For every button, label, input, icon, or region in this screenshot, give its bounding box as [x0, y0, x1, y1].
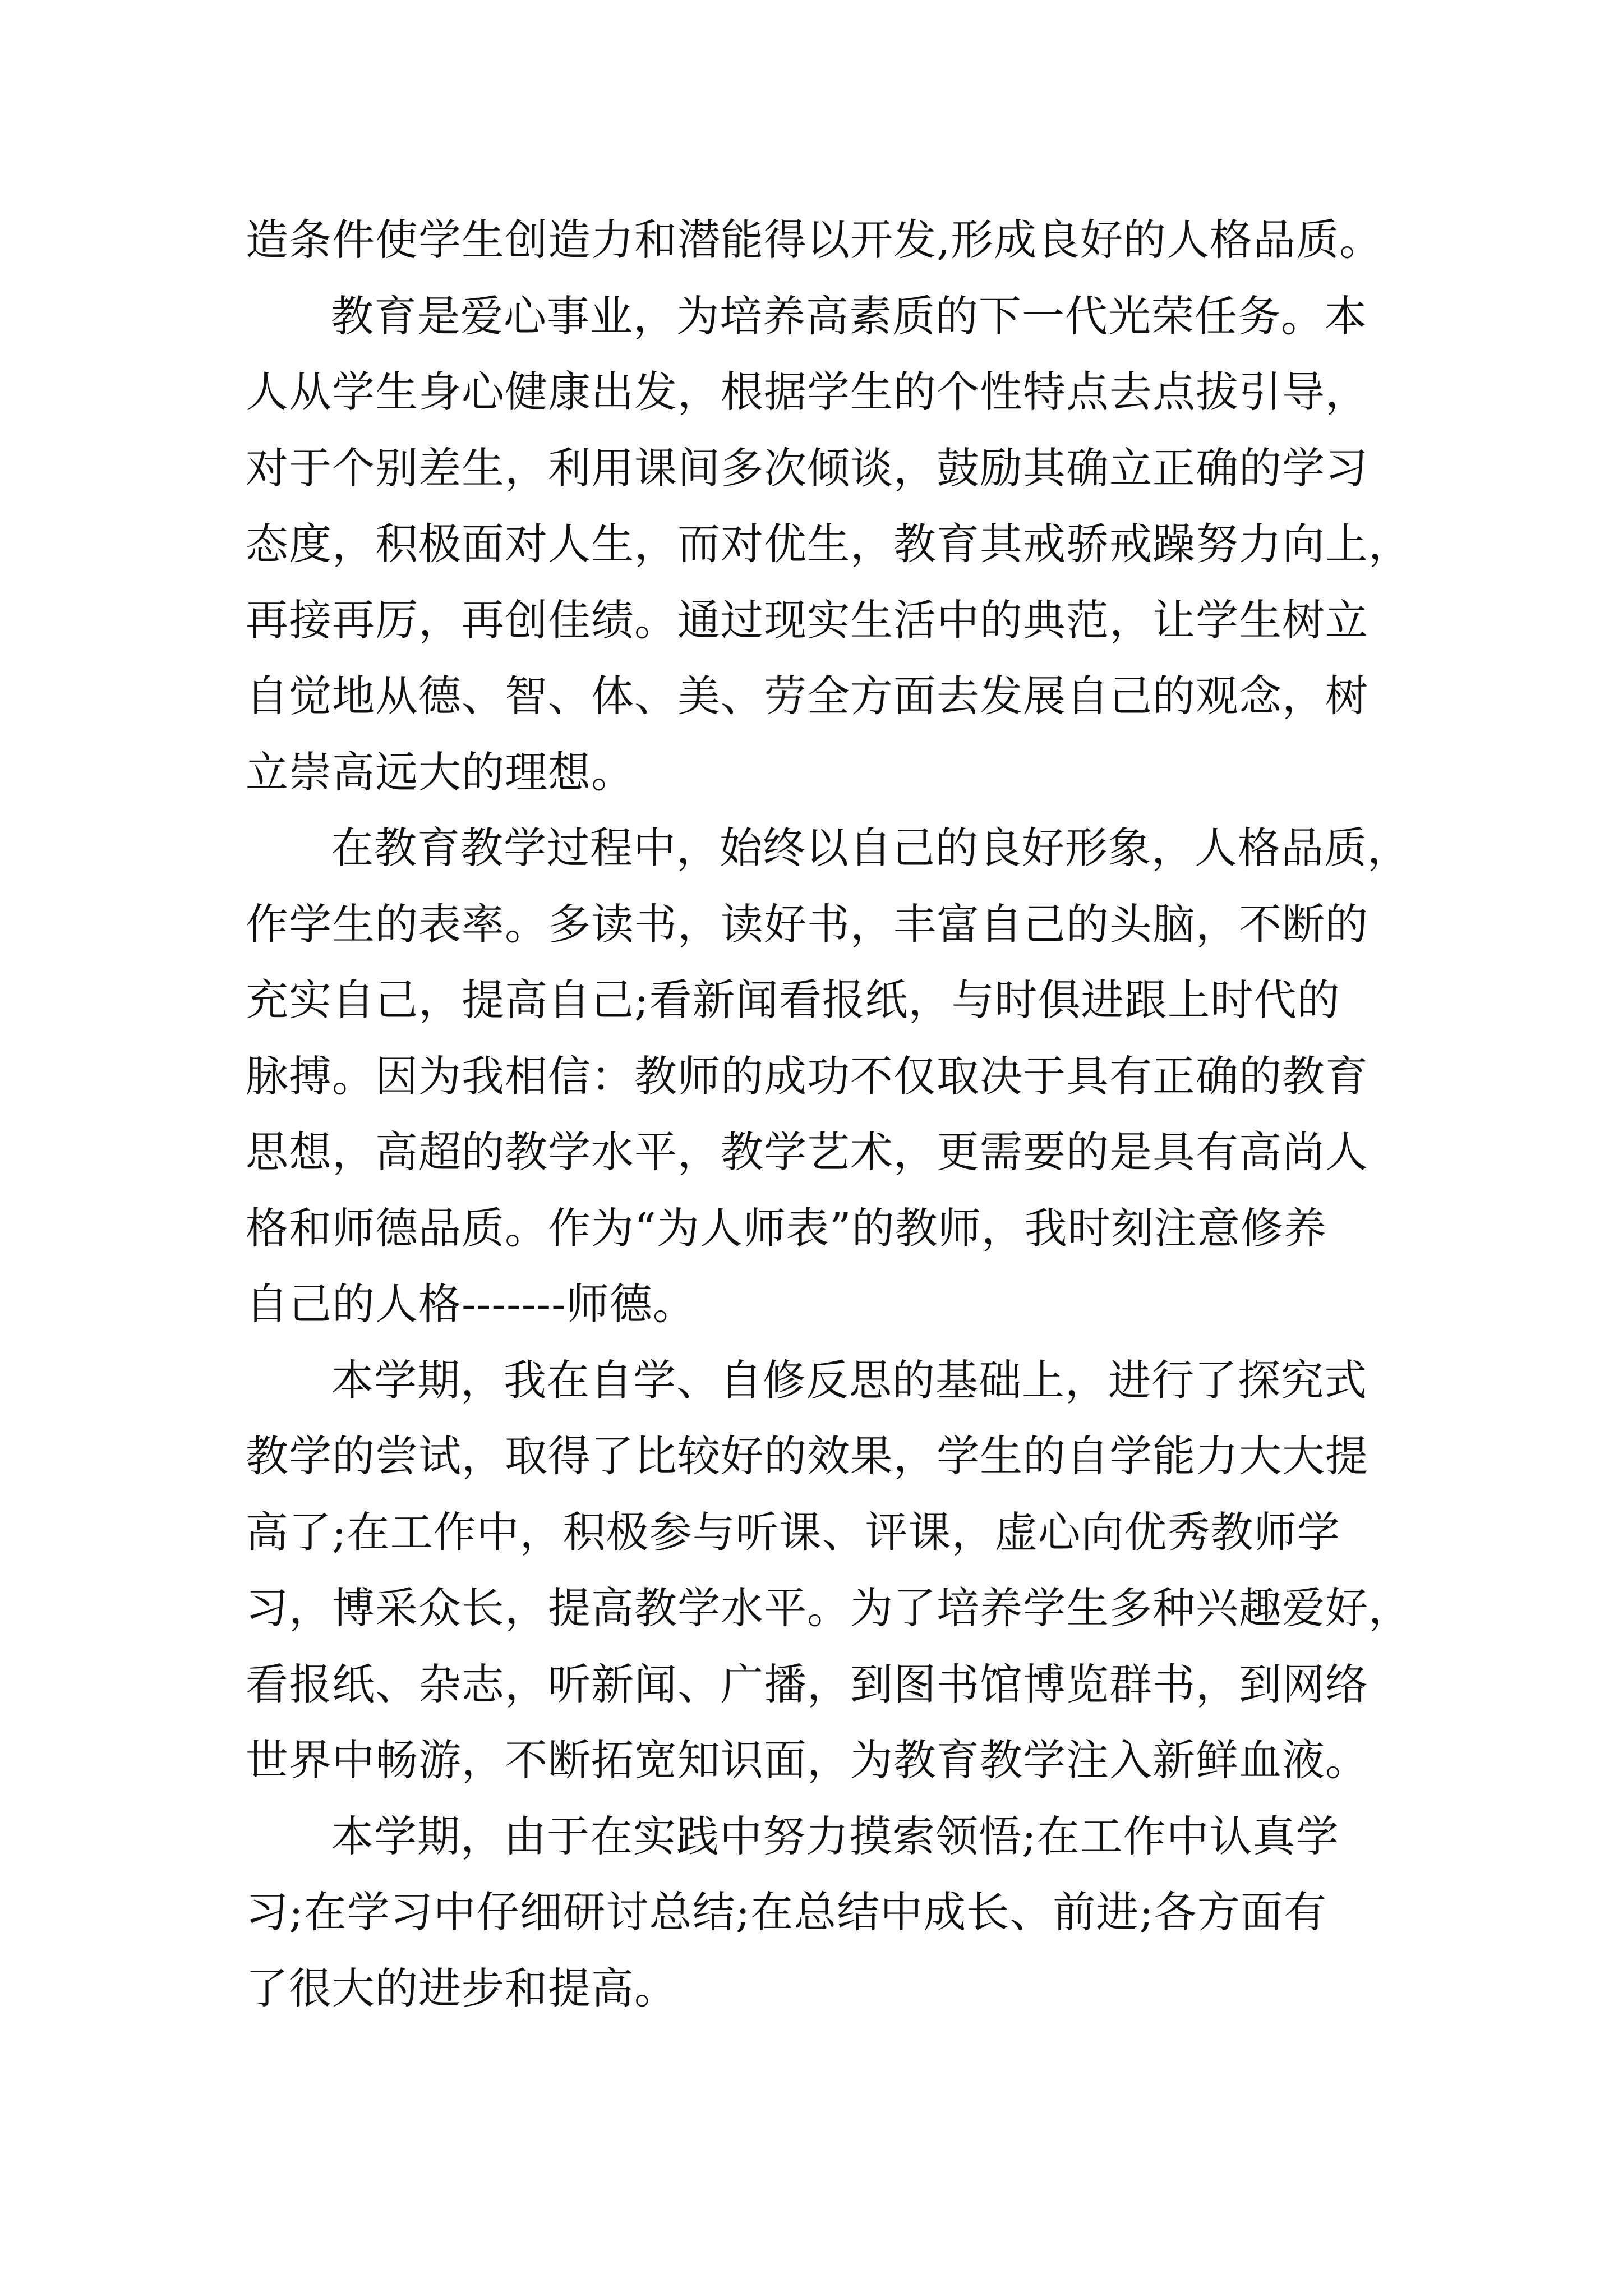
text-line: 立崇高远大的理想。 — [246, 747, 634, 797]
text-line: 教学的尝试，取得了比较好的效果，学生的自学能力大大提 — [246, 1431, 1368, 1481]
text-line: 本学期，我在自学、自修反思的基础上，进行了探究式 — [331, 1355, 1367, 1405]
text-line: 充实自己，提高自己;看新闻看报纸，与时俱进跟上时代的 — [246, 975, 1340, 1025]
text-line: 高了;在工作中，积极参与听课、评课，虚心向优秀教师学 — [246, 1507, 1340, 1557]
text-line: 格和师德品质。作为“为人师表”的教师，我时刻注意修养 — [246, 1203, 1327, 1253]
text-line: 思想，高超的教学水平，教学艺术，更需要的是具有高尚人 — [246, 1127, 1368, 1177]
text-line: 脉搏。因为我相信：教师的成功不仅取决于具有正确的教育 — [246, 1051, 1368, 1101]
text-line: 态度，积极面对人生，而对优生，教育其戒骄戒躁努力向上， — [246, 519, 1412, 569]
text-line: 了很大的进步和提高。 — [246, 1963, 677, 2013]
text-line: 自己的人格-------师德。 — [246, 1279, 696, 1329]
text-line: 本学期，由于在实践中努力摸索领悟;在工作中认真学 — [331, 1811, 1339, 1861]
text-line: 作学生的表率。多读书，读好书，丰富自己的头脑，不断的 — [246, 899, 1368, 949]
text-line: 习，博采众长，提高教学水平。为了培养学生多种兴趣爱好， — [246, 1583, 1412, 1633]
text-line: 世界中畅游，不断拓宽知识面，为教育教学注入新鲜血液。 — [246, 1735, 1368, 1785]
text-line: 教育是爱心事业，为培养高素质的下一代光荣任务。本 — [331, 291, 1367, 341]
text-line: 造条件使学生创造力和潜能得以开发,形成良好的人格品质。 — [246, 215, 1383, 265]
text-line: 再接再厉，再创佳绩。通过现实生活中的典范，让学生树立 — [246, 595, 1368, 645]
text-line: 自觉地从德、智、体、美、劳全方面去发展自己的观念，树 — [246, 671, 1368, 721]
text-line: 在教育教学过程中，始终以自己的良好形象，人格品质， — [331, 823, 1410, 873]
text-line: 对于个别差生，利用课间多次倾谈，鼓励其确立正确的学习 — [246, 443, 1368, 493]
text-line: 人从学生身心健康出发，根据学生的个性特点去点拔引导， — [246, 367, 1368, 417]
text-line: 看报纸、杂志，听新闻、广播，到图书馆博览群书，到网络 — [246, 1659, 1368, 1709]
text-line: 习;在学习中仔细研讨总结;在总结中成长、前进;各方面有 — [246, 1887, 1327, 1937]
document-body — [246, 202, 1446, 2026]
